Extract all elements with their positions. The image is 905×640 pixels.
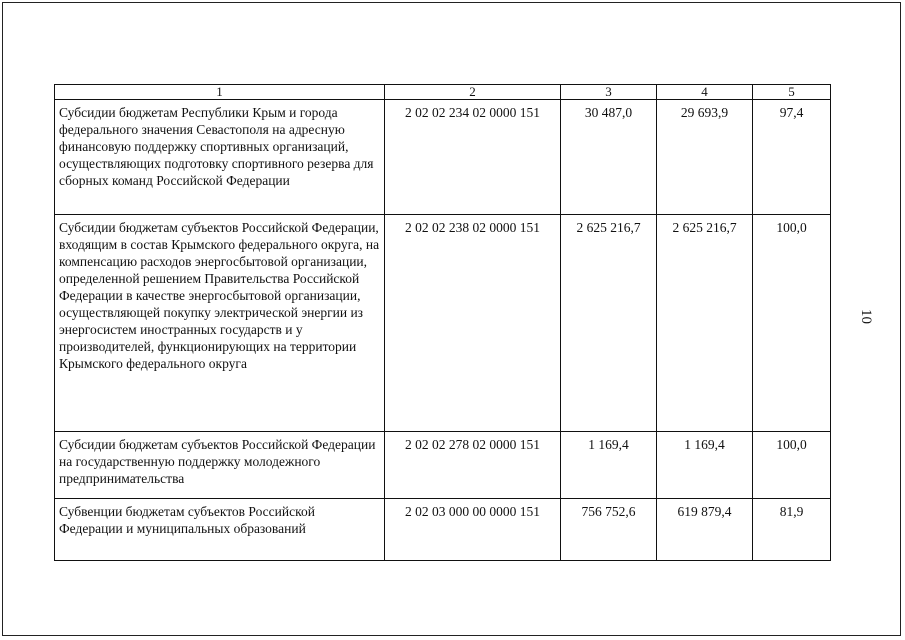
row-value-actual: 2 625 216,7 — [657, 215, 753, 432]
row-value-percent: 97,4 — [753, 100, 831, 215]
table-row — [55, 215, 831, 432]
table-header-row — [55, 85, 831, 100]
row-value-actual: 29 693,9 — [657, 100, 753, 215]
row-code: 2 02 03 000 00 0000 151 — [385, 499, 561, 561]
row-value-actual: 1 169,4 — [657, 432, 753, 499]
row-value-planned: 1 169,4 — [561, 432, 657, 499]
table-row — [55, 100, 831, 215]
row-code: 2 02 02 278 02 0000 151 — [385, 432, 561, 499]
table-row — [55, 499, 831, 561]
row-name: Субсидии бюджетам субъектов Российской Федерации на государственную поддержку молодежного предпринимательства — [55, 432, 385, 499]
row-value-planned: 756 752,6 — [561, 499, 657, 561]
row-name: Субвенции бюджетам субъектов Российской Федерации и муниципальных образований — [55, 499, 385, 561]
row-code: 2 02 02 238 02 0000 151 — [385, 215, 561, 432]
row-value-percent: 100,0 — [753, 432, 831, 499]
header-col-5: 5 — [753, 85, 831, 100]
row-name: Субсидии бюджетам субъектов Российской Федерации, входящим в состав Крымского федерального округа, на компенсацию расходов энергосбытовой организации, определенной решением Правительства Российской Федерации в качестве энергосбытовой организации, осуществляющей покупку электрической энергии из энергосистем иностранных государств и у производителей, функционирующих на территории Крымского федерального округа — [55, 215, 385, 432]
row-value-planned: 30 487,0 — [561, 100, 657, 215]
row-value-actual: 619 879,4 — [657, 499, 753, 561]
header-col-1: 1 — [55, 85, 385, 100]
row-value-percent: 100,0 — [753, 215, 831, 432]
page-number: 10 — [858, 309, 874, 324]
row-value-percent: 81,9 — [753, 499, 831, 561]
row-name: Субсидии бюджетам Республики Крым и города федерального значения Севастополя на адресную финансовую поддержку спортивных организаций, осуществляющих подготовку спортивного резерва для сборных команд Российской Федерации — [55, 100, 385, 215]
header-col-3: 3 — [561, 85, 657, 100]
row-value-planned: 2 625 216,7 — [561, 215, 657, 432]
row-code: 2 02 02 234 02 0000 151 — [385, 100, 561, 215]
table-row — [55, 432, 831, 499]
budget-table — [54, 84, 831, 561]
header-col-4: 4 — [657, 85, 753, 100]
header-col-2: 2 — [385, 85, 561, 100]
